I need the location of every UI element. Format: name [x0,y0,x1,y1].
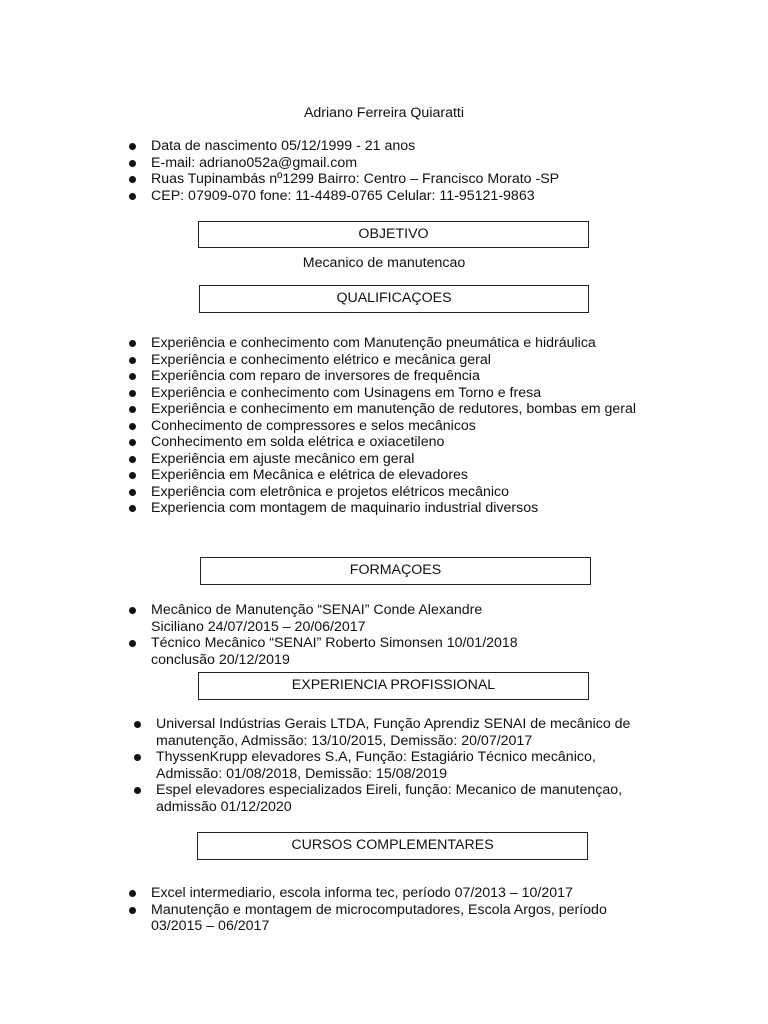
qualificacoes-heading: QUALIFICAÇOES [199,285,589,313]
bullet-icon [129,423,136,430]
formacoes-list [151,602,531,668]
objetivo-heading: OBJETIVO [198,221,589,248]
list-item: Conhecimento de compressores e selos mecânicos [151,418,651,435]
list-item: Universal Indústrias Gerais LTDA, Função Aprendiz SENAI de mecânico de manutenção, Admissão: 13/10/2015, Demissão: 20/07/2017 [156,716,661,749]
bullet-icon [129,176,136,183]
bullet-icon [129,390,136,397]
bullet-icon [129,193,136,200]
bullet-icon [129,607,136,614]
bullet-icon [129,472,136,479]
bullet-icon [134,721,141,728]
bullet-icon [129,340,136,347]
bullet-icon [129,907,136,914]
candidate-name: Adriano Ferreira Quiaratti [303,105,465,121]
formacoes-heading: FORMAÇOES [200,557,591,585]
list-item: Experiência com reparo de inversores de frequência [151,368,651,385]
experiencia-heading: EXPERIENCIA PROFISSIONAL [198,672,589,700]
bullet-icon [129,505,136,512]
list-item: Experiência e conhecimento com Usinagens em Torno e fresa [151,385,651,402]
personal-info-item: CEP: 07909-070 fone: 11-4489-0765 Celular: 11-95121-9863 [151,188,671,205]
personal-info-item: Ruas Tupinambás nº1299 Bairro: Centro – Francisco Morato -SP [151,171,671,188]
bullet-icon [134,787,141,794]
bullet-icon [134,754,141,761]
list-item: Excel intermediario, escola informa tec, período 07/2013 – 10/2017 [151,885,621,902]
bullet-icon [129,143,136,150]
qualificacoes-list [151,335,651,517]
objetivo-text: Mecanico de manutencao [302,255,466,271]
list-item: Experiência com eletrônica e projetos elétricos mecânico [151,484,651,501]
list-item: Conhecimento em solda elétrica e oxiacetileno [151,434,651,451]
list-item: Experiencia com montagem de maquinario industrial diversos [151,500,651,517]
bullet-icon [129,357,136,364]
experiencia-list [156,716,661,815]
list-item: Mecânico de Manutenção “SENAI” Conde Alexandre Siciliano 24/07/2015 – 20/06/2017 [151,602,531,635]
bullet-icon [129,456,136,463]
personal-info-item: Data de nascimento 05/12/1999 - 21 anos [151,138,671,155]
cursos-list [151,885,621,935]
bullet-icon [129,439,136,446]
list-item: Experiência e conhecimento elétrico e mecânica geral [151,352,651,369]
cursos-heading: CURSOS COMPLEMENTARES [197,832,588,860]
bullet-icon [129,406,136,413]
list-item: Experiência em ajuste mecânico em geral [151,451,651,468]
bullet-icon [129,640,136,647]
bullet-icon [129,160,136,167]
bullet-icon [129,890,136,897]
list-item: Experiência em Mecânica e elétrica de elevadores [151,467,651,484]
bullet-icon [129,373,136,380]
bullet-icon [129,489,136,496]
personal-info-item: E-mail: adriano052a@gmail.com [151,155,671,172]
personal-info-list [151,138,671,204]
list-item: ThyssenKrupp elevadores S.A, Função: Estagiário Técnico mecânico, Admissão: 01/08/2018, Demissão: 15/08/2019 [156,749,661,782]
list-item: Manutenção e montagem de microcomputadores, Escola Argos, período 03/2015 – 06/2017 [151,902,621,935]
list-item: Experiência e conhecimento com Manutenção pneumática e hidráulica [151,335,651,352]
list-item: Técnico Mecânico “SENAI” Roberto Simonsen 10/01/2018 conclusão 20/12/2019 [151,635,531,668]
list-item: Experiência e conhecimento em manutenção de redutores, bombas em geral [151,401,651,418]
list-item: Espel elevadores especializados Eireli, função: Mecanico de manutençao, admissão 01/12/2020 [156,782,661,815]
